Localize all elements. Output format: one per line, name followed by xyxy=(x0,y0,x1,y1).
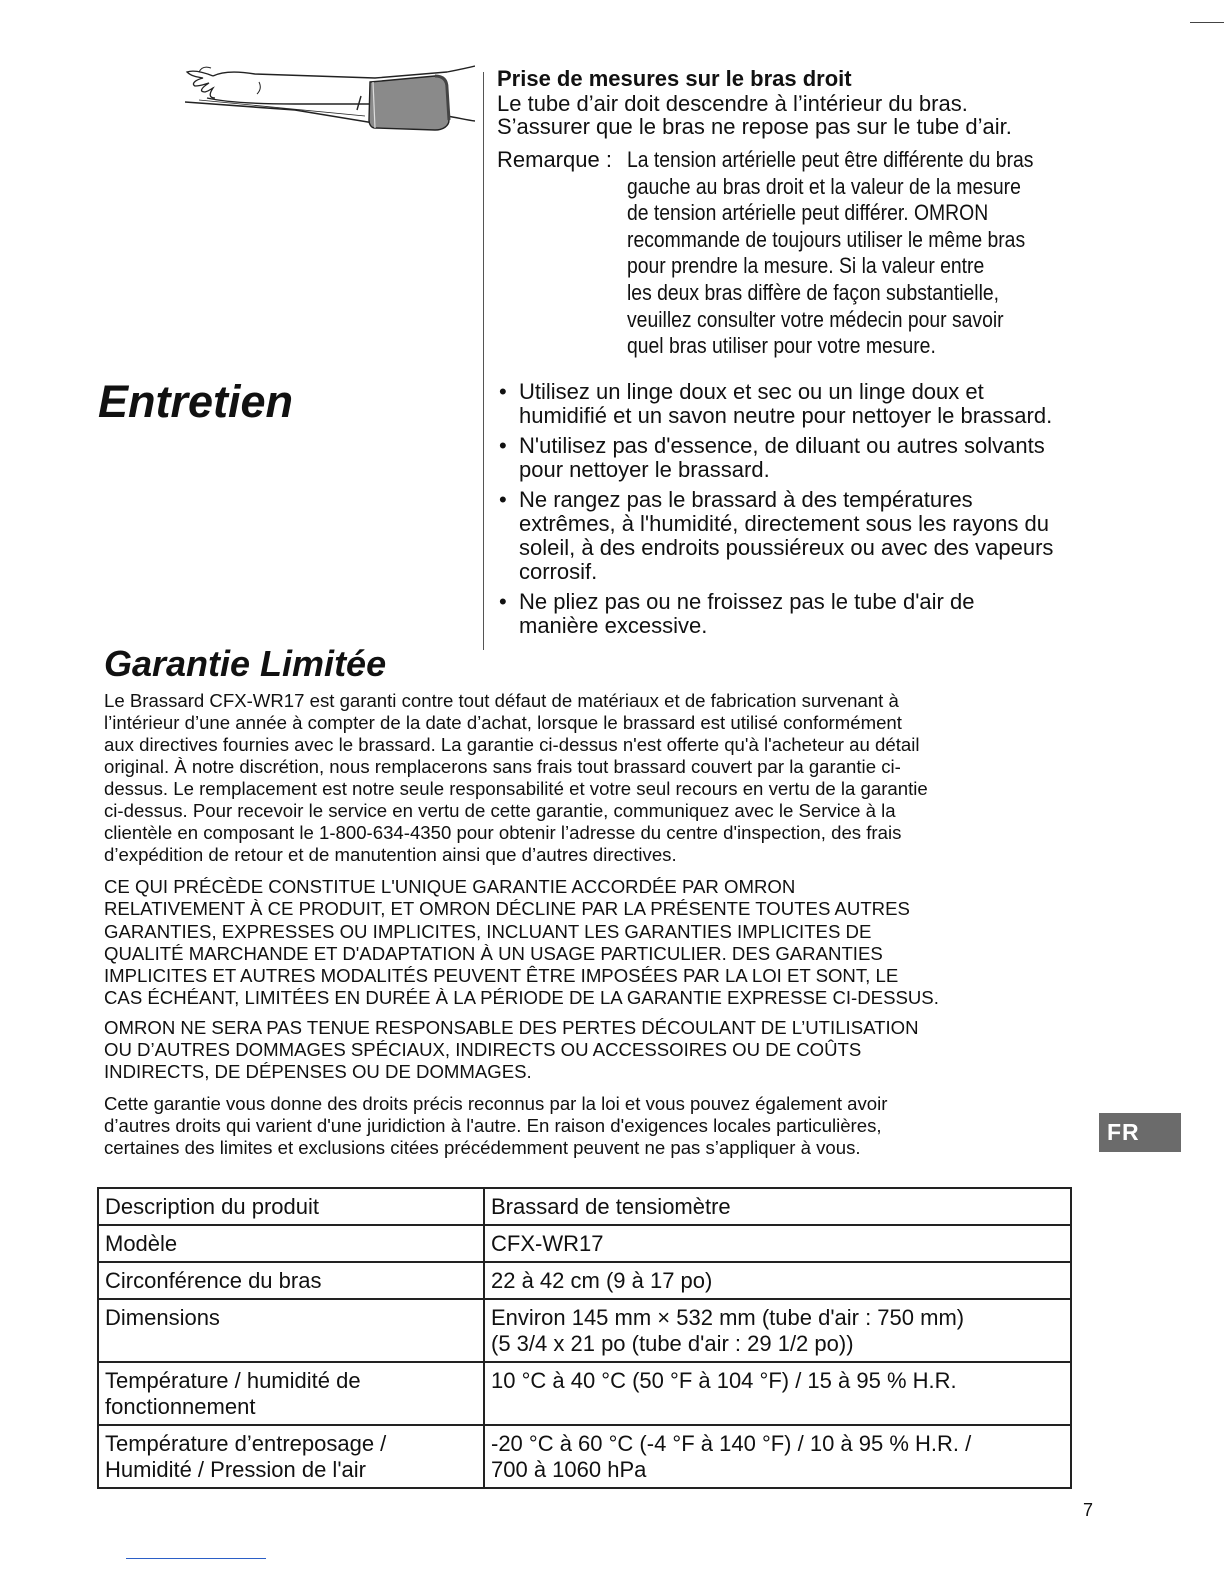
table-row xyxy=(98,1299,1071,1362)
item-line: extrêmes, à l'humidité, directement sous les rayons du xyxy=(519,511,1049,536)
arm-with-cuff-illustration xyxy=(185,58,475,138)
cell-line: Dimensions xyxy=(105,1305,220,1330)
note-line: veuillez consulter votre médecin pour savoir xyxy=(627,306,1004,332)
item-line: corrosif. xyxy=(519,559,598,584)
warranty-title: Garantie Limitée xyxy=(104,643,387,684)
table-row xyxy=(98,1425,1071,1488)
bullet-icon: • xyxy=(499,589,507,614)
bullet-icon: • xyxy=(499,487,507,512)
instruction-line: S’assurer que le bras ne repose pas sur le tube d’air. xyxy=(497,114,1012,139)
cell-line: 10 °C à 40 °C (50 °F à 104 °F) / 15 à 95 % H.R. xyxy=(491,1368,957,1393)
item-line: Ne rangez pas le brassard à des températures xyxy=(519,487,973,512)
text-line: IMPLICITES ET AUTRES MODALITÉS PEUVENT ÊTRE IMPOSÉES PAR LA LOI ET SONT, LE xyxy=(104,965,899,987)
right-arm-heading: Prise de mesures sur le bras droit xyxy=(497,66,852,91)
text-line: CE QUI PRÉCÈDE CONSTITUE L'UNIQUE GARANTIE ACCORDÉE PAR OMRON xyxy=(104,876,796,897)
text-line: QUALITÉ MARCHANDE ET D'ADAPTATION À UN USAGE PARTICULIER. DES GARANTIES xyxy=(104,942,883,964)
item-line: N'utilisez pas d'essence, de diluant ou autres solvants xyxy=(519,433,1045,458)
text-line: clientèle en composant le 1-800-634-4350 pour obtenir l’adresse du centre d'inspection, des frais xyxy=(104,822,902,843)
text-line: d’expédition de retour et de manutention ainsi que d’autres directives. xyxy=(104,844,677,865)
column-divider xyxy=(483,72,484,650)
spec-value xyxy=(484,1299,1071,1362)
instruction-line: Le tube d’air doit descendre à l’intérieur du bras. xyxy=(497,91,968,116)
item-line: pour nettoyer le brassard. xyxy=(519,457,770,482)
note-line: quel bras utiliser pour votre mesure. xyxy=(627,333,936,359)
text-line: ci-dessus. Pour recevoir le service en vertu de cette garantie, communiquez avec le Service à la xyxy=(104,800,896,821)
text-line: INDIRECTS, DE DÉPENSES OU DE DOMMAGES. xyxy=(104,1061,532,1082)
item-line: Utilisez un linge doux et sec ou un linge doux et xyxy=(519,379,984,404)
note-line: La tension artérielle peut être différente du bras xyxy=(627,147,1034,172)
item-line: humidifié et un savon neutre pour nettoyer le brassard. xyxy=(519,403,1053,428)
language-tab: FR xyxy=(1099,1113,1181,1152)
cell-line: Température / humidité de xyxy=(105,1368,361,1393)
maintenance-item xyxy=(497,488,1117,584)
cell-line: Brassard de tensiomètre xyxy=(491,1194,731,1219)
text-line: certaines des limites et exclusions citées précédemment peuvent ne pas s’appliquer à vous. xyxy=(104,1137,861,1158)
maintenance-title: Entretien xyxy=(98,376,294,427)
text-line: dessus. Le remplacement est notre seule responsabilité et votre seul recours en vertu de la garantie xyxy=(104,778,928,799)
note-line: recommande de toujours utiliser le même bras xyxy=(627,226,1026,252)
text-line: CAS ÉCHÉANT, LIMITÉES EN DURÉE À LA PÉRIODE DE LA GARANTIE EXPRESSE CI-DESSUS. xyxy=(104,987,939,1009)
warranty-paragraph-3 xyxy=(104,1017,1114,1083)
warranty-paragraph-2 xyxy=(104,876,1114,1010)
item-line: manière excessive. xyxy=(519,613,708,638)
spec-label xyxy=(98,1425,484,1488)
item-line: soleil, à des endroits poussiéreux ou avec des vapeurs xyxy=(519,535,1054,560)
spec-value xyxy=(484,1262,1071,1299)
measurement-instructions xyxy=(497,66,1107,360)
table-row xyxy=(98,1225,1071,1262)
maintenance-item xyxy=(497,380,1117,428)
maintenance-item xyxy=(497,434,1117,482)
note-line: pour prendre la mesure. Si la valeur entre xyxy=(627,253,985,279)
text-line: RELATIVEMENT À CE PRODUIT, ET OMRON DÉCLINE PAR LA PRÉSENTE TOUTES AUTRES xyxy=(104,898,910,920)
cell-line: CFX-WR17 xyxy=(491,1231,604,1256)
text-line: aux directives fournies avec le brassard. La garantie ci-dessus n'est offerte qu'à l'acheteur au détail xyxy=(104,734,920,755)
note-label: Remarque : xyxy=(497,147,612,172)
cell-line: Environ 145 mm × 532 mm (tube d'air : 750 mm) xyxy=(491,1305,965,1330)
note-line: les deux bras diffère de façon substantielle, xyxy=(627,279,1000,305)
cell-line: 22 à 42 cm (9 à 17 po) xyxy=(491,1268,713,1293)
note-line: de tension artérielle peut différer. OMRON xyxy=(627,200,989,226)
cell-line: Température d’entreposage / xyxy=(105,1431,387,1456)
spec-label xyxy=(98,1362,484,1425)
table-row xyxy=(98,1362,1071,1425)
spec-label xyxy=(98,1299,484,1362)
text-line: original. À notre discrétion, nous remplacerons sans frais tout brassard couvert par la garantie ci- xyxy=(104,756,901,777)
text-line: Cette garantie vous donne des droits précis reconnus par la loi et vous pouvez également avoir xyxy=(104,1093,888,1114)
text-line: Le Brassard CFX-WR17 est garanti contre tout défaut de matériaux et de fabrication survenant à xyxy=(104,690,899,711)
text-line: OU D’AUTRES DOMMAGES SPÉCIAUX, INDIRECTS OU ACCESSOIRES OU DE COÛTS xyxy=(104,1039,862,1060)
warranty-paragraph-4 xyxy=(104,1093,1114,1159)
cell-line: Humidité / Pression de l'air xyxy=(105,1457,366,1482)
note-block xyxy=(497,147,1107,360)
cell-line: (5 3/4 x 21 po (tube d'air : 29 1/2 po)) xyxy=(491,1331,854,1356)
footer-rule xyxy=(126,1558,266,1559)
bullet-icon: • xyxy=(499,433,507,458)
maintenance-list xyxy=(497,380,1117,644)
spec-value xyxy=(484,1362,1071,1425)
cell-line: Circonférence du bras xyxy=(105,1268,322,1293)
spec-value xyxy=(484,1225,1071,1262)
bullet-icon: • xyxy=(499,379,507,404)
cell-line: -20 °C à 60 °C (-4 °F à 140 °F) / 10 à 95 % H.R. / xyxy=(491,1431,972,1456)
warranty-paragraph-1 xyxy=(104,690,1114,866)
text-line: GARANTIES, EXPRESSES OU IMPLICITES, INCLUANT LES GARANTIES IMPLICITES DE xyxy=(104,920,872,942)
corner-mark xyxy=(1190,22,1224,23)
spec-label xyxy=(98,1262,484,1299)
spec-value xyxy=(484,1188,1071,1225)
note-line: gauche au bras droit et la valeur de la mesure xyxy=(627,173,1021,199)
spec-label xyxy=(98,1225,484,1262)
cell-line: 700 à 1060 hPa xyxy=(491,1457,647,1482)
maintenance-item xyxy=(497,590,1117,638)
text-line: d’autres droits qui varient d'une juridiction à l'autre. En raison d'exigences locales particulières, xyxy=(104,1115,882,1136)
text-line: l’intérieur d’une année à compter de la date d’achat, lorsque le brassard est utilisé conformément xyxy=(104,712,902,733)
table-row xyxy=(98,1262,1071,1299)
text-line: OMRON NE SERA PAS TENUE RESPONSABLE DES PERTES DÉCOULANT DE L’UTILISATION xyxy=(104,1017,919,1038)
cell-line: Description du produit xyxy=(105,1194,320,1219)
note-text xyxy=(627,147,1102,360)
cell-line: fonctionnement xyxy=(105,1394,256,1419)
item-line: Ne pliez pas ou ne froissez pas le tube d'air de xyxy=(519,589,975,614)
spec-value xyxy=(484,1425,1071,1488)
table-row xyxy=(98,1188,1071,1225)
spec-label xyxy=(98,1188,484,1225)
page-number: 7 xyxy=(1083,1500,1094,1520)
spec-table xyxy=(97,1187,1072,1489)
cell-line: Modèle xyxy=(105,1231,178,1256)
